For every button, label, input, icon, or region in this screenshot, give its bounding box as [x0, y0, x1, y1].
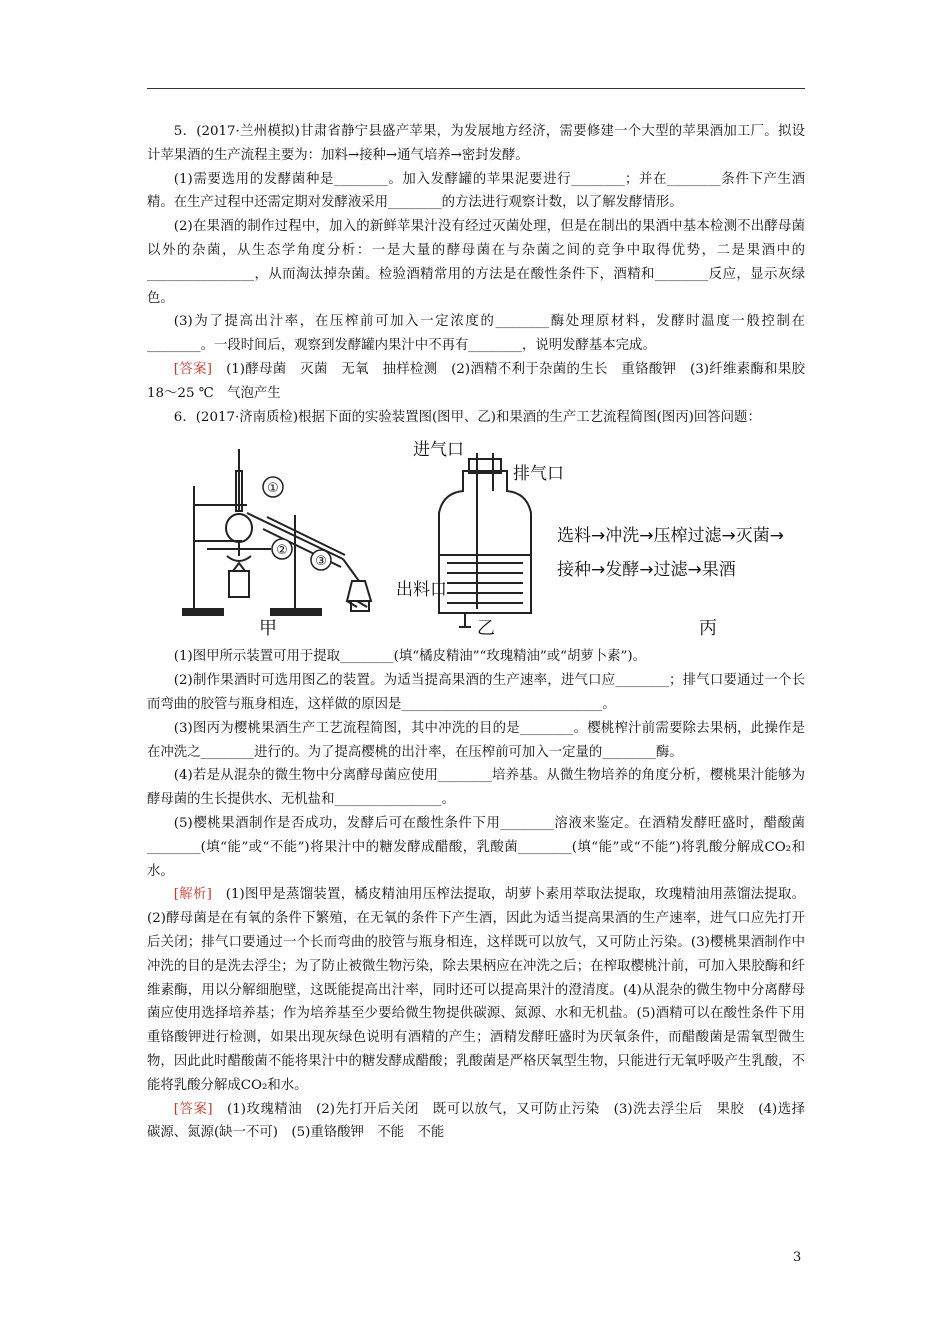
- header-rule: [147, 88, 805, 89]
- figure-bing-label: 丙: [699, 618, 717, 640]
- q5-part2: (2)在果酒的制作过程中，加入的新鲜苹果汁没有经过灭菌处理，但是在制出的果酒中基本检测不出酵母菌以外的杂菌，从生态学角度分析：一是大量的酵母菌在与杂菌之间的竞争中取得优势，二是果酒中的________________，从而淘汰掉杂菌。检验酒精常用的方法是在酸性条件下，酒精和________反应，显示灰绿色。: [147, 219, 805, 306]
- q5-answer-text: (1)酵母菌 灭菌 无氧 抽样检测 (2)酒精不利于杂菌的生长 重铬酸钾 (3)纤维素酶和果胶 18～25 ℃ 气泡产生: [147, 361, 819, 401]
- figure-yi-label: 乙: [477, 618, 495, 640]
- label-2: ②: [276, 543, 288, 559]
- inlet-label: 进气口: [413, 440, 464, 461]
- q6-part5: (5)樱桃果酒制作是否成功，发酵后可在酸性条件下用________溶液来鉴定。在酒精发酵旺盛时，醋酸菌________(填“能”或“不能”)将果汁中的糖发酵成醋酸，乳酸菌________(填“能”或“不能”)将乳酸分解成CO₂和水。: [147, 815, 805, 879]
- q6-figure: [147, 431, 805, 643]
- figure-jia-label: 甲: [259, 618, 277, 640]
- q6-answer-text: (1)玫瑰精油 (2)先打开后关闭 既可以放气，又可防止污染 (3)洗去浮尘后 果胶 (4)选择 碳源、氮源(缺一不可) (5)重铬酸钾 不能 不能: [147, 1101, 819, 1141]
- q6-part1: (1)图甲所示装置可用于提取________(填“橘皮精油”“玫瑰精油”或“胡萝卜素”)。: [173, 649, 647, 665]
- q5-part3: (3)为了提高出汁率，在压榨前可加入一定浓度的________酶处理原材料，发酵时温度一般控制在________。一段时间后，观察到发酵罐内果汁中不再有________，说明发酵基本完成。: [147, 314, 805, 354]
- flow-line-1: 选料→冲洗→压榨过滤→灭菌→: [557, 526, 784, 547]
- q5-part1: (1)需要选用的发酵菌种是________。加入发酵罐的苹果泥要进行________；并在________条件下产生酒精。在生产过程中还需定期对发酵液采用________的方法进行观察计数，以了解发酵情形。: [147, 171, 805, 211]
- label-3: ③: [315, 554, 327, 570]
- q6-intro: 6．(2017·济南质检)根据下面的实验装置图(图甲、乙)和果酒的生产工艺流程简图(图丙)回答问题：: [173, 409, 761, 425]
- q5-intro: 5．(2017·兰州模拟)甘肃省静宁县盛产苹果，为发展地方经济，需要修建一个大型的苹果酒加工厂。拟设计苹果酒的生产流程主要为：加料→接种→通气培养→密封发酵。: [147, 124, 805, 163]
- flow-line-2: 接种→发酵→过滤→果酒: [557, 560, 736, 581]
- label-1: ①: [267, 481, 279, 497]
- answer-tag: [答案]: [173, 361, 213, 377]
- q6-analysis: [147, 883, 805, 1097]
- q6-part4: (4)若是从混杂的微生物中分离酵母菌应使用________培养基。从微生物培养的角度分析，樱桃果汁能够为酵母菌的生长提供水、无机盐和________________。: [147, 768, 805, 808]
- q6-part2: (2)制作果酒时可选用图乙的装置。为适当提高果酒的生产速率，进气口应________；排气口要通过一个长而弯曲的胶管与瓶身相连，这样做的原因是______________________________。: [147, 673, 805, 712]
- answer-tag: [答案]: [173, 1101, 213, 1117]
- outlet-label: 排气口: [513, 464, 564, 485]
- analysis-tag: [解析]: [173, 887, 212, 903]
- document-body: [147, 120, 819, 1145]
- q6-part3: (3)图丙为樱桃果酒生产工艺流程简图，其中冲洗的目的是________。樱桃榨汁前需要除去果柄，此操作是在冲洗之________进行的。为了提高樱桃的出汁率，在压榨前可加入一定量的________酶。: [147, 720, 805, 760]
- page-number: 3: [793, 1250, 802, 1265]
- q5-answer: [147, 358, 819, 406]
- feed-port-label: 出料口: [396, 580, 447, 601]
- q6-answer: [147, 1098, 819, 1146]
- q6-analysis-text: (1)图甲是蒸馏装置，橘皮精油用压榨法提取，胡萝卜素用萃取法提取，玫瑰精油用蒸馏法提取。(2)酵母菌是在有氧的条件下繁殖，在无氧的条件下产生酒，因此为适当提高果酒的生产速率，进气口应先打开后关闭；排气口要通过一个长而弯曲的胶管与瓶身相连，这样既可以放气，又可防止污染。(3)樱桃果酒制作中冲洗的目的是洗去浮尘；为了防止被微生物污染，除去果柄应在冲洗之后；在榨取樱桃汁前，可加入果胶酶和纤维素酶，用以分解细胞壁，这既能提高出汁率，同时还可以提高果汁的澄清度。(4)从混杂的微生物中分离酵母菌应使用选择培养基；作为培养基至少要给微生物提供碳源、氮源、水和无机盐。(5)酒精可以在酸性条件下用重铬酸钾进行检测，如果出现灰绿色说明有酒精的产生；酒精发酵旺盛时为厌氧条件，而醋酸菌是需氧型微生物，因此此时醋酸菌不能将果汁中的糖发酵成醋酸；乳酸菌是严格厌氧型生物，只能进行无氧呼吸产生乳酸，不能将乳酸分解成CO₂和水。: [147, 887, 806, 1093]
